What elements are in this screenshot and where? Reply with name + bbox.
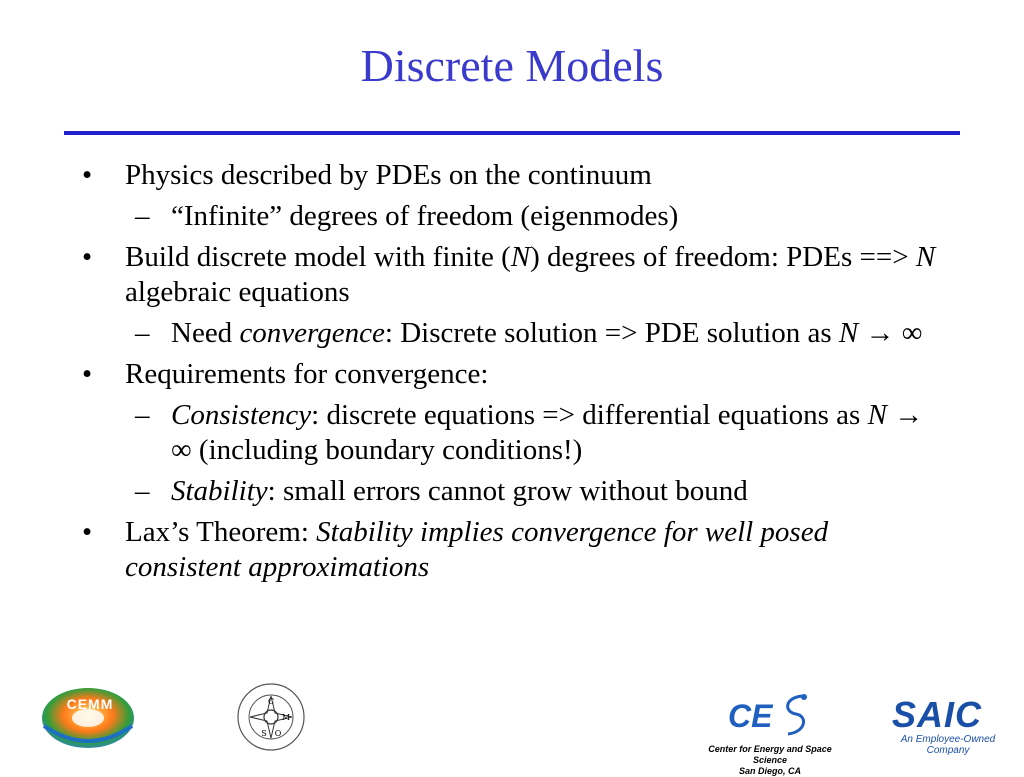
- bullet-marker: –: [135, 475, 150, 507]
- saic-tagline: An Employee-Owned Company: [900, 734, 996, 756]
- slide-title: Discrete Models: [360, 40, 664, 91]
- bullet-text: : discrete equations => differential equations as: [311, 399, 868, 431]
- bullet-marker: –: [135, 200, 150, 232]
- bullet-marker: •: [82, 516, 93, 548]
- bullet-text: → ∞: [858, 317, 923, 349]
- saic-logo-text: SAIC: [892, 694, 983, 735]
- bullet-marker: •: [82, 358, 93, 390]
- bullet-text: Stability implies convergence for well posed consistent approximations: [125, 516, 829, 583]
- bullet-text: ) degrees of freedom: PDEs ==>: [530, 241, 916, 273]
- bullet-text: N: [838, 317, 859, 349]
- logo-strip: [0, 670, 1024, 776]
- cmso-letter-s: S: [261, 729, 267, 738]
- bullet-text: algebraic equations: [125, 276, 350, 308]
- cmso-letter-m: M: [281, 713, 291, 722]
- ces-caption-line1: Center for Energy and Space Science: [708, 744, 832, 765]
- bullet-list: [82, 152, 942, 585]
- bullet-text: : small errors cannot grow without bound: [267, 475, 748, 507]
- sub-bullet-item: [82, 316, 942, 351]
- ces-swirl-icon: [780, 692, 812, 738]
- bullet-text: convergence: [239, 317, 385, 349]
- sub-bullet-item: [82, 398, 942, 468]
- bullet-marker: •: [82, 241, 93, 273]
- title-underline: [64, 131, 960, 135]
- bullet-text: N: [510, 241, 531, 273]
- bullet-text: Need: [171, 317, 240, 349]
- bullet-text: → ∞ (including boundary conditions!): [171, 399, 924, 466]
- cmso-seal: [236, 682, 306, 752]
- bullet-marker: –: [135, 317, 150, 349]
- bullet-text: : Discrete solution => PDE solution as: [384, 317, 839, 349]
- bullet-text: Stability: [171, 475, 268, 507]
- bullet-text: Physics described by PDEs on the continuum: [125, 159, 652, 191]
- cemm-logo: [38, 678, 138, 758]
- bullet-text: Build discrete model with finite (: [125, 241, 511, 273]
- bullet-text: Requirements for convergence:: [125, 358, 489, 390]
- bullet-text: Consistency: [171, 399, 312, 431]
- bullet-text: Lax’s Theorem:: [125, 516, 317, 548]
- bullet-text: N: [915, 241, 936, 273]
- cemm-logo-text: CEMM: [66, 696, 114, 712]
- cmso-letter-o: O: [274, 729, 282, 738]
- bullet-item: [82, 515, 942, 585]
- torus-icon: [38, 678, 138, 758]
- bullet-item: [82, 158, 942, 193]
- ces-caption-line2: San Diego, CA: [738, 766, 801, 776]
- bullet-marker: •: [82, 159, 93, 191]
- sub-bullet-item: [82, 474, 942, 509]
- bullet-item: [82, 357, 942, 392]
- bullet-text: “Infinite” degrees of freedom (eigenmodes): [171, 200, 679, 232]
- cmso-letter-c: C: [267, 697, 275, 706]
- bullet-text: N: [867, 399, 887, 431]
- saic-logo: [888, 694, 1008, 754]
- bullet-marker: –: [135, 399, 150, 431]
- sub-bullet-item: [82, 199, 942, 234]
- bullet-item: [82, 240, 942, 310]
- ces-logo: [700, 688, 840, 776]
- ces-logo-text: CE: [728, 698, 773, 734]
- ces-logo-caption: [700, 744, 840, 777]
